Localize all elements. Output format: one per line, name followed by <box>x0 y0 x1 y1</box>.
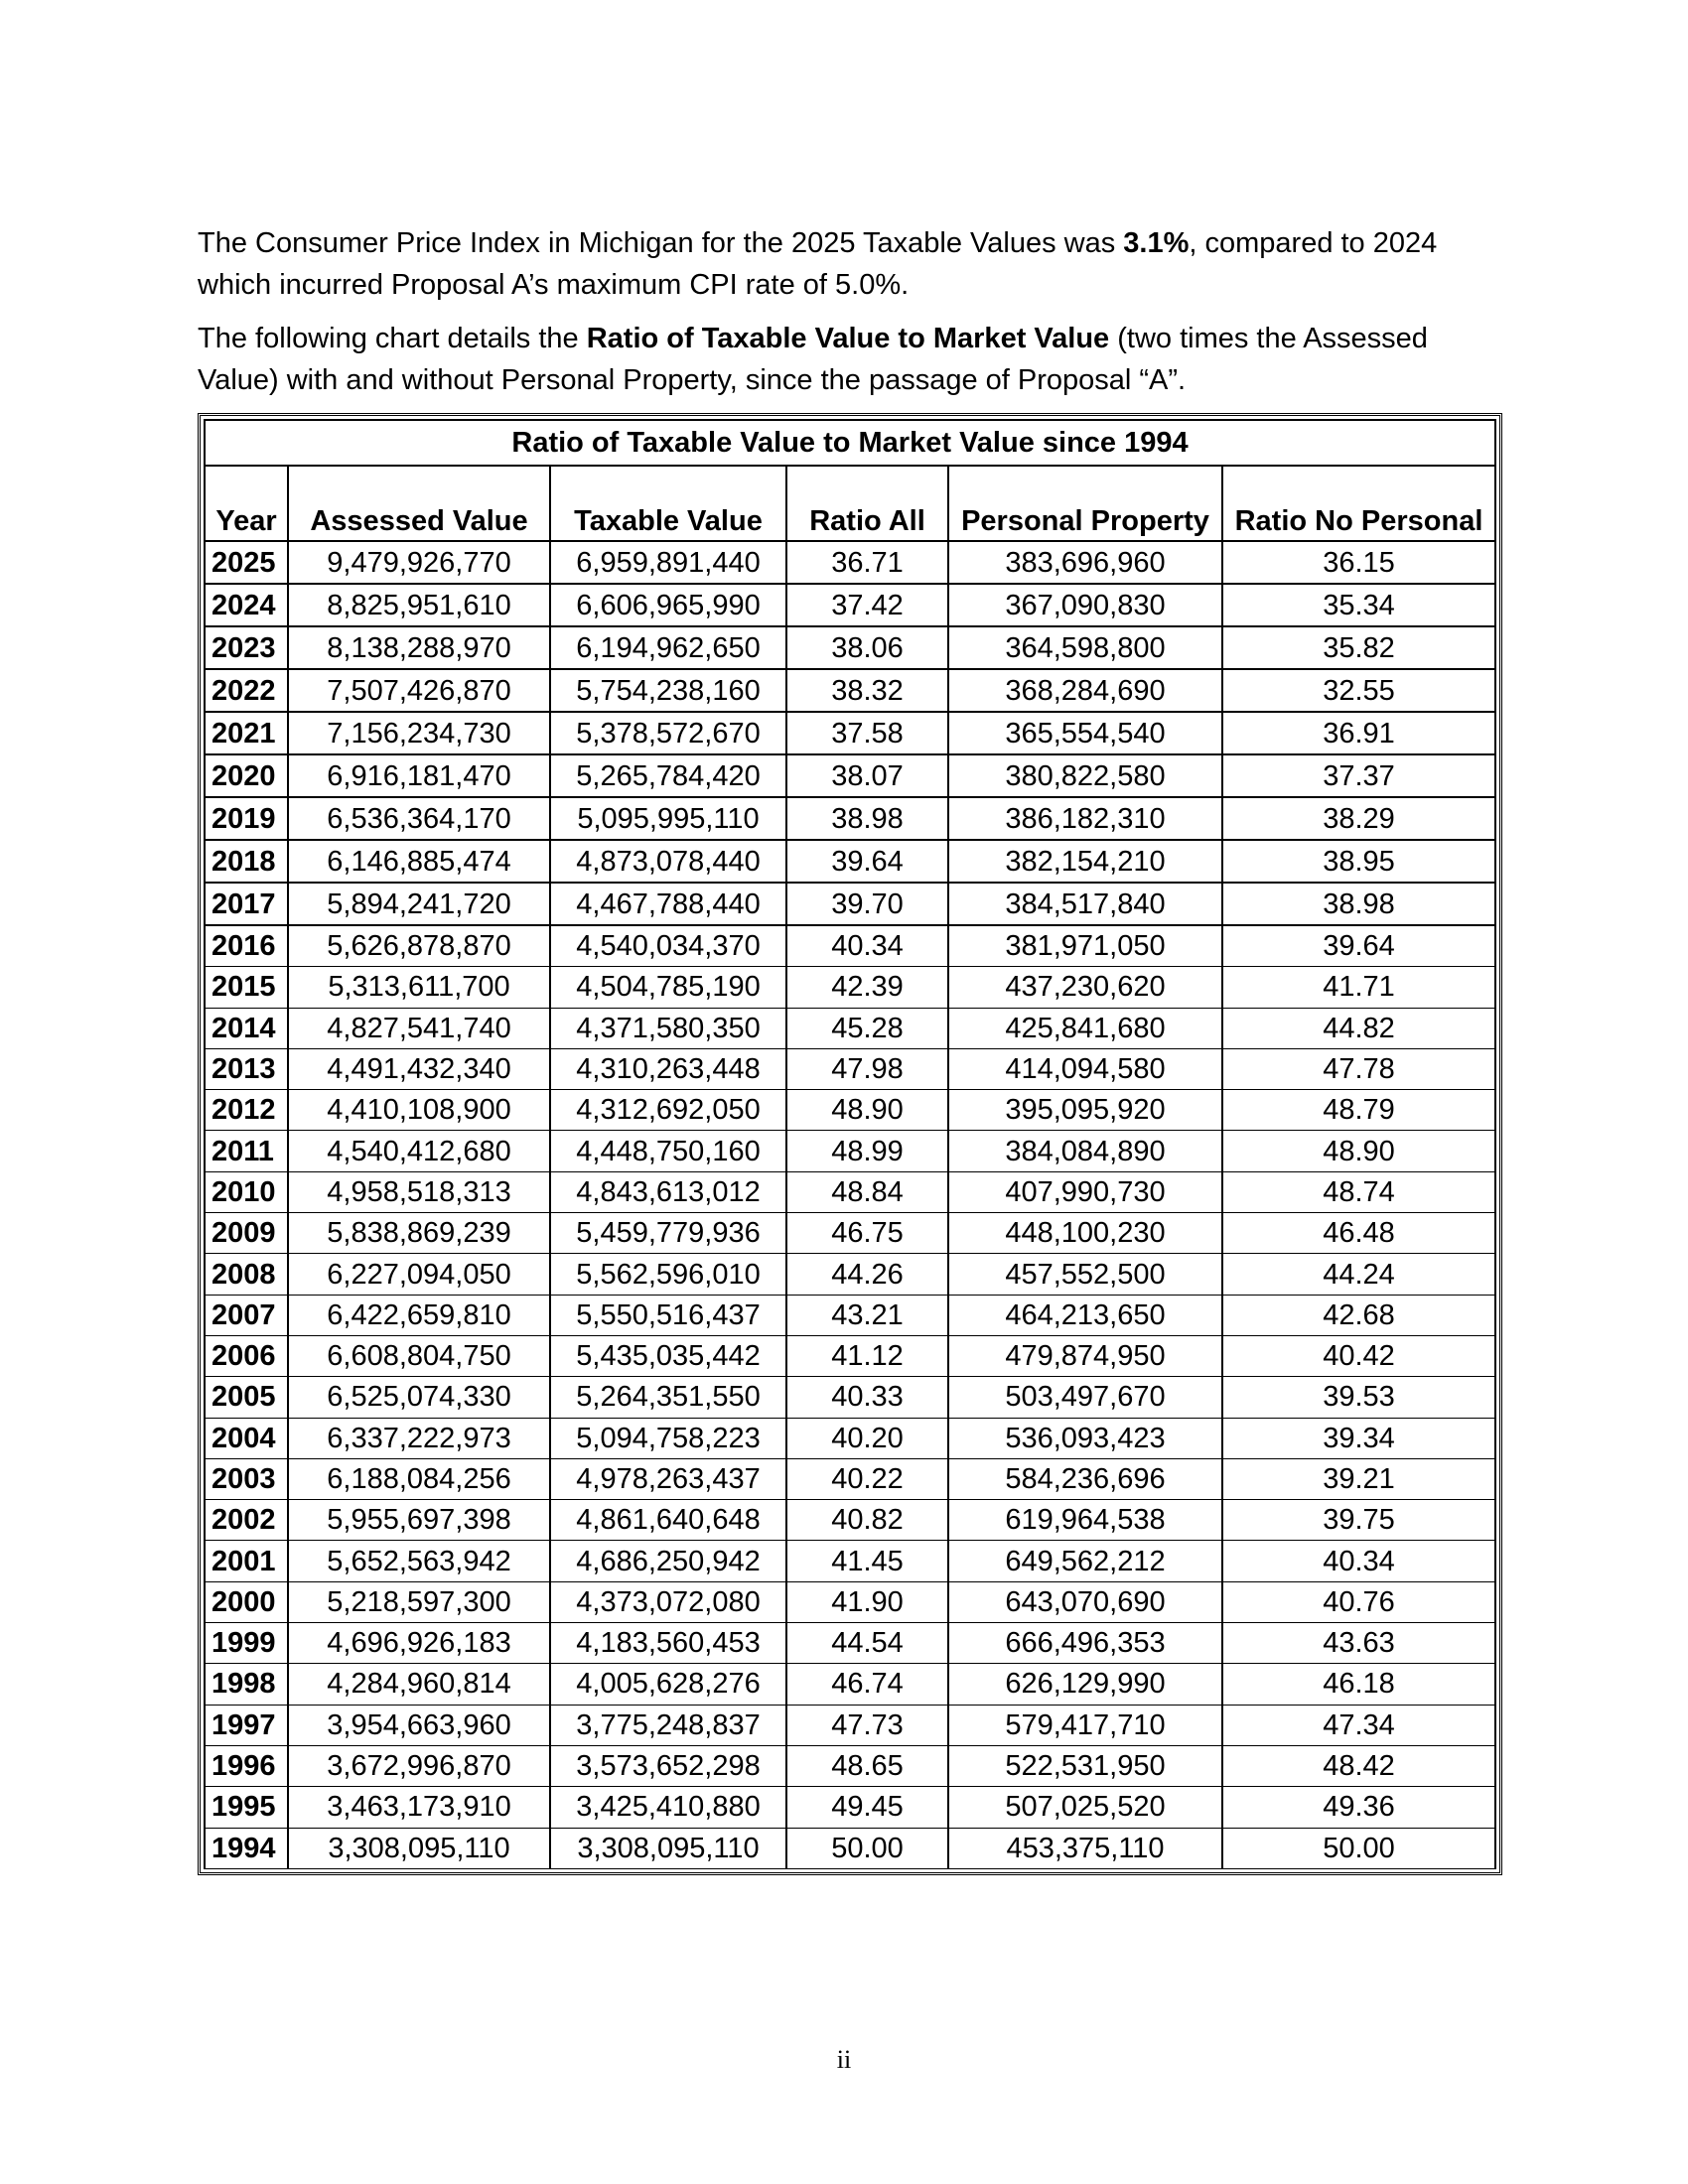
table-body <box>205 541 1495 1868</box>
description-text-end: (two times the Assessed Value) with and without Personal Property, since the passage of Proposal “A”. <box>198 323 1428 396</box>
cell-year: 2021 <box>205 712 288 754</box>
cell-ratio-no-personal: 42.68 <box>1222 1295 1495 1335</box>
cell-personal-property: 448,100,230 <box>948 1213 1222 1254</box>
cell-ratio-no-personal: 38.98 <box>1222 883 1495 925</box>
cell-ratio-all: 40.34 <box>786 925 948 967</box>
table-row <box>205 1254 1495 1295</box>
cell-assessed-value: 6,227,094,050 <box>288 1254 550 1295</box>
cell-ratio-no-personal: 47.34 <box>1222 1705 1495 1745</box>
cell-assessed-value: 3,308,095,110 <box>288 1828 550 1868</box>
cell-assessed-value: 4,827,541,740 <box>288 1008 550 1048</box>
table-row <box>205 1745 1495 1786</box>
cell-year: 2016 <box>205 925 288 967</box>
table-row <box>205 925 1495 967</box>
cell-year: 2010 <box>205 1171 288 1212</box>
table-row <box>205 840 1495 883</box>
table-row <box>205 1581 1495 1622</box>
cell-ratio-no-personal: 44.24 <box>1222 1254 1495 1295</box>
ratio-table-frame <box>198 413 1502 1875</box>
cell-ratio-all: 40.20 <box>786 1418 948 1458</box>
cell-assessed-value: 5,652,563,942 <box>288 1541 550 1581</box>
cell-year: 2018 <box>205 840 288 883</box>
cell-ratio-all: 48.65 <box>786 1745 948 1786</box>
header-assessed-value: Assessed Value <box>288 466 550 541</box>
cell-personal-property: 522,531,950 <box>948 1745 1222 1786</box>
cell-ratio-no-personal: 40.76 <box>1222 1581 1495 1622</box>
cell-ratio-no-personal: 35.34 <box>1222 584 1495 626</box>
cell-ratio-no-personal: 36.15 <box>1222 541 1495 584</box>
cell-ratio-all: 43.21 <box>786 1295 948 1335</box>
table-row <box>205 1787 1495 1828</box>
table-row <box>205 883 1495 925</box>
cell-ratio-no-personal: 39.21 <box>1222 1458 1495 1499</box>
cell-ratio-no-personal: 40.42 <box>1222 1335 1495 1376</box>
cell-year: 2001 <box>205 1541 288 1581</box>
cell-personal-property: 643,070,690 <box>948 1581 1222 1622</box>
cell-ratio-all: 38.06 <box>786 626 948 669</box>
table-row <box>205 1623 1495 1664</box>
cell-personal-property: 626,129,990 <box>948 1664 1222 1705</box>
cell-ratio-all: 41.90 <box>786 1581 948 1622</box>
table-row <box>205 1131 1495 1171</box>
cell-ratio-all: 47.98 <box>786 1048 948 1089</box>
cell-year: 2006 <box>205 1335 288 1376</box>
cell-personal-property: 395,095,920 <box>948 1090 1222 1131</box>
table-row <box>205 797 1495 840</box>
cell-personal-property: 666,496,353 <box>948 1623 1222 1664</box>
cell-personal-property: 381,971,050 <box>948 925 1222 967</box>
cell-ratio-no-personal: 32.55 <box>1222 669 1495 712</box>
cell-personal-property: 579,417,710 <box>948 1705 1222 1745</box>
cpi-text-end: , compared to 2024 which incurred Proposal A’s maximum CPI rate of 5.0%. <box>198 227 1438 301</box>
cell-year: 2023 <box>205 626 288 669</box>
cell-ratio-all: 44.26 <box>786 1254 948 1295</box>
cell-ratio-no-personal: 38.29 <box>1222 797 1495 840</box>
cell-year: 2025 <box>205 541 288 584</box>
header-taxable-value: Taxable Value <box>550 466 786 541</box>
cell-year: 1996 <box>205 1745 288 1786</box>
cell-assessed-value: 5,838,869,239 <box>288 1213 550 1254</box>
cell-ratio-all: 37.58 <box>786 712 948 754</box>
cell-ratio-all: 48.90 <box>786 1090 948 1131</box>
cell-year: 2013 <box>205 1048 288 1089</box>
cell-year: 2003 <box>205 1458 288 1499</box>
cell-assessed-value: 4,284,960,814 <box>288 1664 550 1705</box>
cell-ratio-no-personal: 40.34 <box>1222 1541 1495 1581</box>
cell-taxable-value: 4,978,263,437 <box>550 1458 786 1499</box>
cell-personal-property: 507,025,520 <box>948 1787 1222 1828</box>
cell-assessed-value: 3,463,173,910 <box>288 1787 550 1828</box>
table-row <box>205 712 1495 754</box>
cell-assessed-value: 3,672,996,870 <box>288 1745 550 1786</box>
cell-year: 2007 <box>205 1295 288 1335</box>
cell-personal-property: 536,093,423 <box>948 1418 1222 1458</box>
cell-assessed-value: 4,540,412,680 <box>288 1131 550 1171</box>
cell-ratio-all: 37.42 <box>786 584 948 626</box>
cell-personal-property: 364,598,800 <box>948 626 1222 669</box>
table-row <box>205 967 1495 1008</box>
cell-taxable-value: 3,573,652,298 <box>550 1745 786 1786</box>
cell-taxable-value: 5,094,758,223 <box>550 1418 786 1458</box>
cell-year: 2022 <box>205 669 288 712</box>
cell-ratio-all: 39.70 <box>786 883 948 925</box>
cell-personal-property: 464,213,650 <box>948 1295 1222 1335</box>
cell-personal-property: 407,990,730 <box>948 1171 1222 1212</box>
cell-ratio-all: 48.99 <box>786 1131 948 1171</box>
cell-taxable-value: 4,540,034,370 <box>550 925 786 967</box>
cell-ratio-no-personal: 39.34 <box>1222 1418 1495 1458</box>
cell-ratio-all: 44.54 <box>786 1623 948 1664</box>
cell-assessed-value: 6,422,659,810 <box>288 1295 550 1335</box>
cell-ratio-no-personal: 35.82 <box>1222 626 1495 669</box>
cell-taxable-value: 5,435,035,442 <box>550 1335 786 1376</box>
cell-taxable-value: 3,308,095,110 <box>550 1828 786 1868</box>
cell-year: 2024 <box>205 584 288 626</box>
cell-assessed-value: 5,626,878,870 <box>288 925 550 967</box>
chart-description-paragraph <box>198 318 1498 401</box>
table-row <box>205 1541 1495 1581</box>
header-row <box>205 466 1495 541</box>
cpi-paragraph <box>198 222 1498 306</box>
table-row <box>205 584 1495 626</box>
cell-personal-property: 380,822,580 <box>948 754 1222 797</box>
cell-taxable-value: 3,775,248,837 <box>550 1705 786 1745</box>
cell-taxable-value: 5,550,516,437 <box>550 1295 786 1335</box>
cell-year: 2009 <box>205 1213 288 1254</box>
table-row <box>205 1458 1495 1499</box>
cell-year: 2004 <box>205 1418 288 1458</box>
intro-text <box>198 222 1498 413</box>
cell-year: 2019 <box>205 797 288 840</box>
cell-ratio-all: 38.32 <box>786 669 948 712</box>
cell-year: 1998 <box>205 1664 288 1705</box>
table-row <box>205 669 1495 712</box>
ratio-table <box>204 419 1496 1869</box>
cell-assessed-value: 6,188,084,256 <box>288 1458 550 1499</box>
cell-ratio-all: 38.98 <box>786 797 948 840</box>
header-year: Year <box>205 466 288 541</box>
cell-year: 1999 <box>205 1623 288 1664</box>
cell-personal-property: 368,284,690 <box>948 669 1222 712</box>
cell-personal-property: 437,230,620 <box>948 967 1222 1008</box>
cell-year: 1995 <box>205 1787 288 1828</box>
cell-personal-property: 649,562,212 <box>948 1541 1222 1581</box>
table-row <box>205 1213 1495 1254</box>
table-row <box>205 1664 1495 1705</box>
cell-ratio-all: 50.00 <box>786 1828 948 1868</box>
cell-personal-property: 479,874,950 <box>948 1335 1222 1376</box>
cell-taxable-value: 5,754,238,160 <box>550 669 786 712</box>
cell-personal-property: 384,517,840 <box>948 883 1222 925</box>
cell-assessed-value: 3,954,663,960 <box>288 1705 550 1745</box>
cell-ratio-no-personal: 41.71 <box>1222 967 1495 1008</box>
cell-taxable-value: 5,459,779,936 <box>550 1213 786 1254</box>
table-row <box>205 1090 1495 1131</box>
cell-taxable-value: 4,312,692,050 <box>550 1090 786 1131</box>
page-number: ii <box>836 2045 852 2074</box>
cell-ratio-all: 41.12 <box>786 1335 948 1376</box>
cell-personal-property: 382,154,210 <box>948 840 1222 883</box>
cell-taxable-value: 6,194,962,650 <box>550 626 786 669</box>
cell-personal-property: 453,375,110 <box>948 1828 1222 1868</box>
table-row <box>205 1295 1495 1335</box>
table-row <box>205 1500 1495 1541</box>
cell-ratio-no-personal: 48.79 <box>1222 1090 1495 1131</box>
cell-personal-property: 457,552,500 <box>948 1254 1222 1295</box>
cell-personal-property: 503,497,670 <box>948 1377 1222 1418</box>
cell-assessed-value: 6,525,074,330 <box>288 1377 550 1418</box>
cell-assessed-value: 4,958,518,313 <box>288 1171 550 1212</box>
cell-assessed-value: 4,491,432,340 <box>288 1048 550 1089</box>
table-row <box>205 541 1495 584</box>
cell-assessed-value: 5,313,611,700 <box>288 967 550 1008</box>
cell-year: 2005 <box>205 1377 288 1418</box>
cell-ratio-no-personal: 49.36 <box>1222 1787 1495 1828</box>
cell-taxable-value: 4,005,628,276 <box>550 1664 786 1705</box>
cell-year: 2014 <box>205 1008 288 1048</box>
table-row <box>205 1828 1495 1868</box>
cpi-rate: 3.1% <box>1123 227 1190 259</box>
cell-taxable-value: 4,686,250,942 <box>550 1541 786 1581</box>
table-row <box>205 1008 1495 1048</box>
cell-ratio-all: 39.64 <box>786 840 948 883</box>
cell-personal-property: 386,182,310 <box>948 797 1222 840</box>
cell-personal-property: 619,964,538 <box>948 1500 1222 1541</box>
cell-ratio-all: 40.82 <box>786 1500 948 1541</box>
table-row <box>205 626 1495 669</box>
header-ratio-all: Ratio All <box>786 466 948 541</box>
cell-year: 2000 <box>205 1581 288 1622</box>
cell-year: 2020 <box>205 754 288 797</box>
table-row <box>205 754 1495 797</box>
table-row <box>205 1377 1495 1418</box>
cell-personal-property: 383,696,960 <box>948 541 1222 584</box>
table-title: Ratio of Taxable Value to Market Value since 1994 <box>205 420 1495 466</box>
header-ratio-no-personal: Ratio No Personal <box>1222 466 1495 541</box>
cell-assessed-value: 6,337,222,973 <box>288 1418 550 1458</box>
cell-ratio-no-personal: 39.53 <box>1222 1377 1495 1418</box>
cell-taxable-value: 4,467,788,440 <box>550 883 786 925</box>
cell-ratio-no-personal: 46.18 <box>1222 1664 1495 1705</box>
cell-personal-property: 414,094,580 <box>948 1048 1222 1089</box>
cell-taxable-value: 6,959,891,440 <box>550 541 786 584</box>
cell-taxable-value: 4,861,640,648 <box>550 1500 786 1541</box>
cell-ratio-all: 46.75 <box>786 1213 948 1254</box>
description-highlight: Ratio of Taxable Value to Market Value <box>586 323 1110 354</box>
cell-personal-property: 425,841,680 <box>948 1008 1222 1048</box>
cell-ratio-all: 46.74 <box>786 1664 948 1705</box>
cell-taxable-value: 4,310,263,448 <box>550 1048 786 1089</box>
cell-ratio-all: 48.84 <box>786 1171 948 1212</box>
cpi-text-start: The Consumer Price Index in Michigan for the 2025 Taxable Values was <box>198 227 1124 259</box>
cell-assessed-value: 6,608,804,750 <box>288 1335 550 1376</box>
cell-ratio-no-personal: 38.95 <box>1222 840 1495 883</box>
cell-assessed-value: 8,825,951,610 <box>288 584 550 626</box>
cell-year: 1997 <box>205 1705 288 1745</box>
cell-assessed-value: 4,410,108,900 <box>288 1090 550 1131</box>
cell-ratio-all: 49.45 <box>786 1787 948 1828</box>
cell-ratio-all: 40.22 <box>786 1458 948 1499</box>
cell-ratio-no-personal: 50.00 <box>1222 1828 1495 1868</box>
cell-personal-property: 584,236,696 <box>948 1458 1222 1499</box>
cell-ratio-all: 42.39 <box>786 967 948 1008</box>
cell-taxable-value: 5,562,596,010 <box>550 1254 786 1295</box>
cell-assessed-value: 9,479,926,770 <box>288 541 550 584</box>
description-text-start: The following chart details the <box>198 323 587 354</box>
table-row <box>205 1705 1495 1745</box>
cell-year: 2012 <box>205 1090 288 1131</box>
table-row <box>205 1048 1495 1089</box>
cell-ratio-all: 41.45 <box>786 1541 948 1581</box>
cell-assessed-value: 8,138,288,970 <box>288 626 550 669</box>
cell-ratio-all: 45.28 <box>786 1008 948 1048</box>
cell-taxable-value: 4,448,750,160 <box>550 1131 786 1171</box>
cell-assessed-value: 6,536,364,170 <box>288 797 550 840</box>
cell-year: 2002 <box>205 1500 288 1541</box>
cell-year: 1994 <box>205 1828 288 1868</box>
table-row <box>205 1171 1495 1212</box>
cell-assessed-value: 5,894,241,720 <box>288 883 550 925</box>
cell-ratio-no-personal: 44.82 <box>1222 1008 1495 1048</box>
cell-taxable-value: 5,265,784,420 <box>550 754 786 797</box>
cell-ratio-no-personal: 48.90 <box>1222 1131 1495 1171</box>
cell-year: 2011 <box>205 1131 288 1171</box>
cell-year: 2017 <box>205 883 288 925</box>
cell-ratio-no-personal: 39.64 <box>1222 925 1495 967</box>
cell-ratio-all: 47.73 <box>786 1705 948 1745</box>
cell-taxable-value: 4,504,785,190 <box>550 967 786 1008</box>
cell-ratio-no-personal: 48.74 <box>1222 1171 1495 1212</box>
header-personal-property: Personal Property <box>948 466 1222 541</box>
cell-personal-property: 367,090,830 <box>948 584 1222 626</box>
cell-assessed-value: 5,955,697,398 <box>288 1500 550 1541</box>
cell-taxable-value: 4,183,560,453 <box>550 1623 786 1664</box>
cell-taxable-value: 4,373,072,080 <box>550 1581 786 1622</box>
cell-assessed-value: 6,916,181,470 <box>288 754 550 797</box>
cell-taxable-value: 4,371,580,350 <box>550 1008 786 1048</box>
cell-assessed-value: 4,696,926,183 <box>288 1623 550 1664</box>
cell-assessed-value: 6,146,885,474 <box>288 840 550 883</box>
cell-taxable-value: 4,843,613,012 <box>550 1171 786 1212</box>
table-row <box>205 1418 1495 1458</box>
cell-assessed-value: 5,218,597,300 <box>288 1581 550 1622</box>
cell-taxable-value: 5,378,572,670 <box>550 712 786 754</box>
cell-personal-property: 384,084,890 <box>948 1131 1222 1171</box>
cell-ratio-all: 38.07 <box>786 754 948 797</box>
cell-taxable-value: 5,095,995,110 <box>550 797 786 840</box>
cell-taxable-value: 5,264,351,550 <box>550 1377 786 1418</box>
cell-taxable-value: 6,606,965,990 <box>550 584 786 626</box>
cell-year: 2008 <box>205 1254 288 1295</box>
cell-year: 2015 <box>205 967 288 1008</box>
cell-ratio-no-personal: 46.48 <box>1222 1213 1495 1254</box>
cell-ratio-no-personal: 37.37 <box>1222 754 1495 797</box>
cell-personal-property: 365,554,540 <box>948 712 1222 754</box>
cell-assessed-value: 7,156,234,730 <box>288 712 550 754</box>
cell-assessed-value: 7,507,426,870 <box>288 669 550 712</box>
cell-ratio-all: 40.33 <box>786 1377 948 1418</box>
cell-ratio-no-personal: 48.42 <box>1222 1745 1495 1786</box>
cell-ratio-no-personal: 36.91 <box>1222 712 1495 754</box>
cell-ratio-no-personal: 47.78 <box>1222 1048 1495 1089</box>
cell-ratio-no-personal: 39.75 <box>1222 1500 1495 1541</box>
cell-taxable-value: 3,425,410,880 <box>550 1787 786 1828</box>
cell-ratio-no-personal: 43.63 <box>1222 1623 1495 1664</box>
table-row <box>205 1335 1495 1376</box>
cell-ratio-all: 36.71 <box>786 541 948 584</box>
cell-taxable-value: 4,873,078,440 <box>550 840 786 883</box>
